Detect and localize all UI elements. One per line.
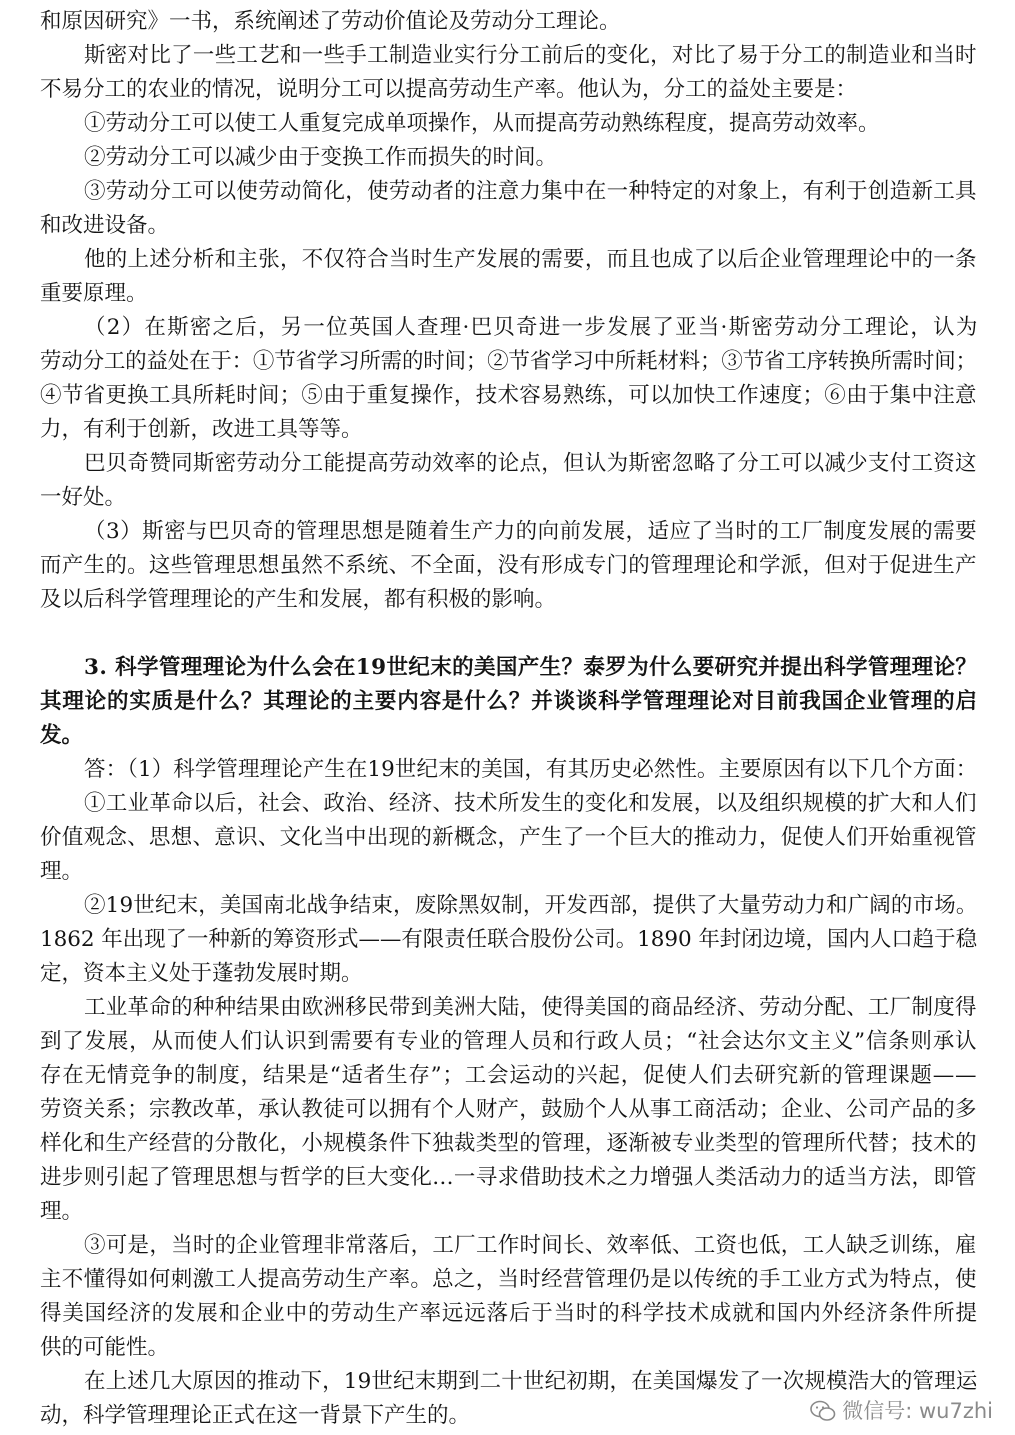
text-line: 斯密对比了一些工艺和一些手工制造业实行分工前后的变化，对比了易于分工的制造业和当时 (84, 43, 977, 68)
text-line: 他的上述分析和主张，不仅符合当时生产发展的需要，而且也成了以后企业管理理论中的一条 (84, 247, 977, 272)
text-line: （2）在斯密之后，另一位英国人查理·巴贝奇进一步发展了亚当·斯密劳动分工理论，认为 (84, 315, 979, 340)
text-line: 和原因研究》一书，系统阐述了劳动价值论及劳动分工理论。 (40, 9, 621, 34)
text-line: 劳资关系；宗教改革，承认教徒可以拥有个人财产，鼓励个人从事工商活动；企业、公司产品的多 (40, 1097, 977, 1122)
text-line: 力，有利于创新，改进工具等等。 (40, 417, 363, 442)
text-line: 和改进设备。 (40, 213, 170, 238)
text-line: 答：（1）科学管理理论产生在19世纪末的美国，有其历史必然性。主要原因有以下几个方面： (84, 757, 978, 782)
text-line: 动，科学管理理论正式在这一背景下产生的。 (40, 1403, 471, 1428)
text-line: 价值观念、思想、意识、文化当中出现的新概念，产生了一个巨大的推动力，促使人们开始重视管 (40, 825, 977, 850)
text-line: 而产生的。这些管理思想虽然不系统、不全面，没有形成专门的管理理论和学派，但对于促进生产 (40, 553, 977, 578)
text-line: ②劳动分工可以减少由于变换工作而损失的时间。 (84, 145, 558, 170)
question-heading-line: 其理论的实质是什么？其理论的主要内容是什么？并谈谈科学管理理论对目前我国企业管理的启 (40, 689, 978, 714)
text-line: 巴贝奇赞同斯密劳动分工能提高劳动效率的论点，但认为斯密忽略了分工可以减少支付工资这 (84, 451, 977, 476)
text-line: 劳动分工的益处在于：①节省学习所需的时间；②节省学习中所耗材料；③节省工序转换所需时间； (40, 349, 977, 374)
text-line: 不易分工的农业的情况，说明分工可以提高劳动生产率。他认为，分工的益处主要是： (40, 77, 858, 102)
text-line: 一好处。 (40, 485, 127, 510)
text-line: 1862 年出现了一种新的筹资形式——有限责任联合股份公司。1890 年封闭边境，国内人口趋于稳 (40, 927, 978, 952)
text-line: 存在无情竞争的制度，结果是“适者生存”；工会运动的兴起，促使人们去研究新的管理课题—— (40, 1063, 978, 1088)
text-line: ③劳动分工可以使劳动简化，使劳动者的注意力集中在一种特定的对象上，有利于创造新工具 (84, 179, 977, 204)
text-line: 重要原理。 (40, 281, 148, 306)
text-line: 得美国经济的发展和企业中的劳动生产率远远落后于当时的科学技术成就和国内外经济条件所提 (40, 1301, 978, 1326)
text-line: ④节省更换工具所耗时间；⑤由于重复操作，技术容易熟练，可以加快工作速度；⑥由于集中注意 (40, 383, 977, 408)
watermark-text: 微信号: wu7zhi (842, 1399, 993, 1423)
text-line: 及以后科学管理理论的产生和发展，都有积极的影响。 (40, 587, 557, 612)
text-line: 样化和生产经营的分散化，小规模条件下独裁类型的管理，逐渐被专业类型的管理所代替；技术的 (40, 1131, 977, 1156)
text-line: 在上述几大原因的推动下，19世纪末期到二十世纪初期，在美国爆发了一次规模浩大的管理运 (84, 1369, 978, 1394)
text-line: ③可是，当时的企业管理非常落后，工厂工作时间长、效率低、工资也低，工人缺乏训练，雇 (84, 1233, 977, 1258)
text-line: （3）斯密与巴贝奇的管理思想是随着生产力的向前发展，适应了当时的工厂制度发展的需要 (84, 519, 978, 544)
question-heading-line: 发。 (40, 723, 84, 748)
text-line: 进步则引起了管理思想与哲学的巨大变化…一寻求借助技术之力增强人类活动力的适当方法，即管 (40, 1165, 977, 1190)
text-line: 供的可能性。 (40, 1335, 170, 1360)
text-line: ①工业革命以后，社会、政治、经济、技术所发生的变化和发展，以及组织规模的扩大和人们 (84, 791, 977, 816)
text-line: 工业革命的种种结果由欧洲移民带到美洲大陆，使得美国的商品经济、劳动分配、工厂制度得 (84, 995, 977, 1020)
text-line: 理。 (40, 859, 84, 884)
wechat-watermark (810, 1395, 993, 1425)
text-line: 到了发展，从而使人们认识到需要有专业的管理人员和行政人员；“社会达尔文主义”信条则承认 (40, 1029, 978, 1054)
wechat-icon (810, 1400, 836, 1422)
question-heading-line: 3. 科学管理理论为什么会在19世纪末的美国产生？泰罗为什么要研究并提出科学管理理论？ (84, 655, 978, 680)
text-line: 理。 (40, 1199, 84, 1224)
text-line: 定，资本主义处于蓬勃发展时期。 (40, 961, 363, 986)
text-line: 主不懂得如何刺激工人提高劳动生产率。总之，当时经营管理仍是以传统的手工业方式为特点，使 (40, 1267, 977, 1292)
text-line: ②19世纪末，美国南北战争结束，废除黑奴制，开发西部，提供了大量劳动力和广阔的市场。 (84, 893, 978, 918)
text-line: ①劳动分工可以使工人重复完成单项操作，从而提高劳动熟练程度，提高劳动效率。 (84, 111, 880, 136)
